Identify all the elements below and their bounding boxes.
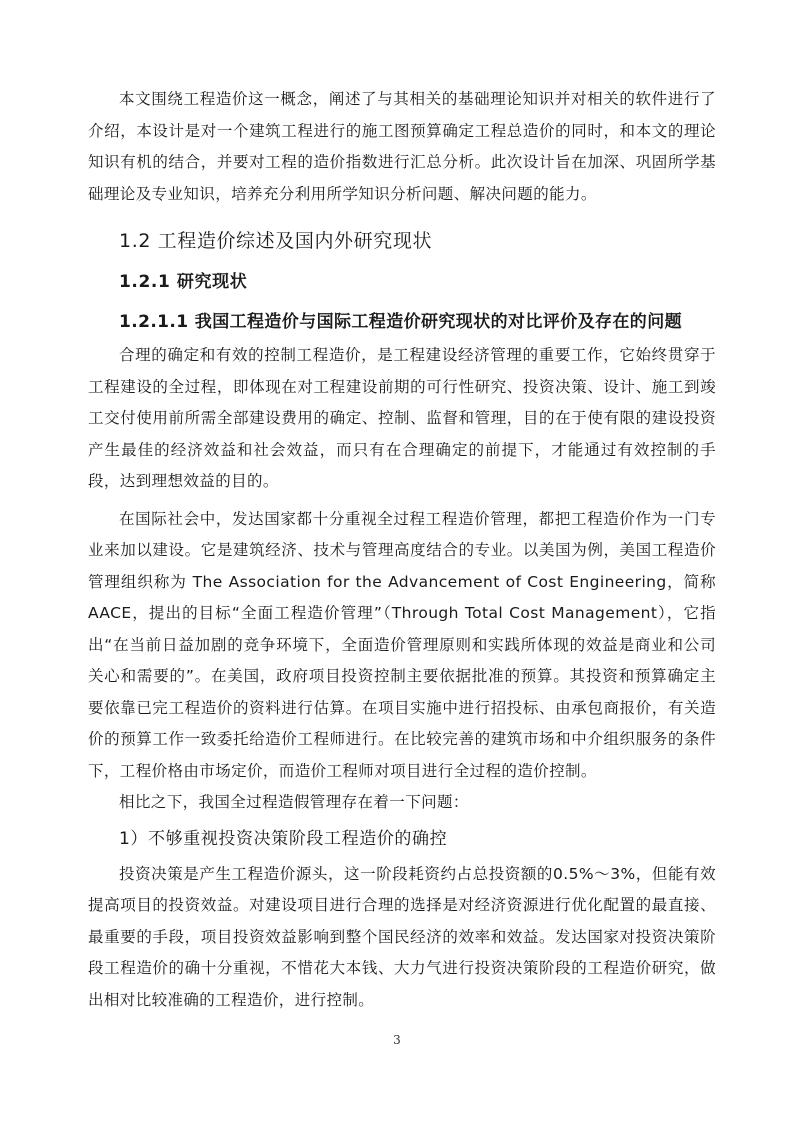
paragraph-3: 相比之下，我国全过程造假管理存在着一下问题： bbox=[119, 793, 469, 811]
document-page bbox=[88, 84, 716, 1016]
paragraph-2: 在国际社会中，发达国家都十分重视全过程工程造价管理，都把工程造价作为一门专业来加以建设。它是建筑经济、技术与管理高度结合的专业。以美国为例，美国工程造价管理组织称为 The Association for the Advancement of Cost Engineering，简称 AACE，提出的目标“全面工程造价管理”（Through Total Cost Management），它指出“在当前日益加剧的竞争环境下，全面造价管理原则和实践所体现的效益是商业和公司关心和需要的”。在美国，政府项目投资控制主要依据批准的预算。其投资和预算确定主要依靠已完工程造价的资料进行估算。在项目实施中进行招投标、由承包商报价，有关造价的预算工作一致委托给造价工程师进行。在比较完善的建筑市场和中介组织服务的条件下，工程价格由市场定价，而造价工程师对项目进行全过程的造价控制。 bbox=[88, 509, 716, 780]
subsection-heading-1-2-1: 1.2.1 研究现状 bbox=[119, 272, 248, 292]
page-number: 3 bbox=[393, 1033, 401, 1047]
paragraph-intro: 本文围绕工程造价这一概念，阐述了与其相关的基础理论知识并对相关的软件进行了介绍，本设计是对一个建筑工程进行的施工图预算确定工程总造价的同时，和本文的理论知识有机的结合，并要对工程的造价指数进行汇总分析。此次设计旨在加深、巩固所学基础理论及专业知识，培养充分利用所学知识分析问题、解决问题的能力。 bbox=[88, 90, 716, 203]
section-heading-1-2: 1.2 工程造价综述及国内外研究现状 bbox=[119, 230, 433, 252]
list-heading-item-1: 1）不够重视投资决策阶段工程造价的确控 bbox=[119, 828, 448, 849]
paragraph-1: 合理的确定和有效的控制工程造价，是工程建设经济管理的重要工作，它始终贯穿于工程建设的全过程，即体现在对工程建设前期的可行性研究、投资决策、设计、施工到竣工交付使用前所需全部建设费用的确定、控制、监督和管理，目的在于使有限的建设投资产生最佳的经济效益和社会效益，而只有在合理确定的前提下，才能通过有效控制的手段，达到理想效益的目的。 bbox=[88, 346, 716, 490]
paragraph-4: 投资决策是产生工程造价源头，这一阶段耗资约占总投资额的0.5%～3%，但能有效提高项目的投资效益。对建设项目进行合理的选择是对经济资源进行优化配置的最直接、最重要的手段，项目投资效益影响到整个国民经济的效率和效益。发达国家对投资决策阶段工程造价的确十分重视，不惜花大本钱、大力气进行投资决策阶段的工程造价研究，做出相对比较准确的工程造价，进行控制。 bbox=[88, 864, 716, 1009]
subsubsection-heading-1-2-1-1: 1.2.1.1 我国工程造价与国际工程造价研究现状的对比评价及存在的问题 bbox=[119, 312, 683, 332]
